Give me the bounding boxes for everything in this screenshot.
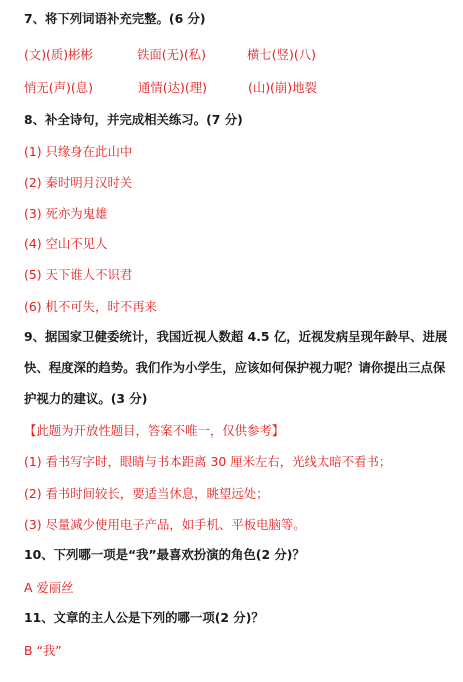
q8-answer-4: (4) 空山不见人 (24, 236, 108, 251)
q11-answer: B “我” (24, 643, 62, 658)
q8-answer-2: (2) 秦时明月汉时关 (24, 175, 133, 190)
q9-answer-2: (2) 看书时间较长，要适当休息，眺望远处； (24, 486, 269, 501)
q7-r1-c2: 铁面(无)(私) (137, 47, 206, 62)
q7-r2-c2: 通情(达)(理) (138, 80, 207, 95)
q9-line-3: 护视力的建议。(3 分) (24, 391, 148, 406)
q8-title: 8、补全诗句，并完成相关练习。(7 分) (24, 112, 243, 127)
q9-line-2: 快、程度深的趋势。我们作为小学生，应该如何保护视力呢？请你提出三点保 (24, 360, 446, 375)
q10-answer: A 爱丽丝 (24, 580, 74, 595)
q7-r2-c1: 悄无(声)(息) (24, 80, 93, 95)
q8-answer-3: (3) 死亦为鬼雄 (24, 206, 108, 221)
q7-title: 7、将下列词语补充完整。(6 分) (24, 11, 206, 26)
q9-line-1: 9、据国家卫健委统计，我国近视人数超 4.5 亿，近视发病呈现年龄早、进展 (24, 329, 448, 344)
q8-answer-5: (5) 天下谁人不识君 (24, 267, 133, 282)
q9-answer-3: (3) 尽量减少使用电子产品，如手机、平板电脑等。 (24, 517, 306, 532)
q9-note: 【此题为开放性题目，答案不唯一，仅供参考】 (24, 423, 285, 438)
q7-r2-c3: (山)(崩)地裂 (248, 80, 317, 95)
q11-title: 11、文章的主人公是下列的哪一项(2 分)？ (24, 610, 264, 625)
q8-answer-6: (6) 机不可失，时不再来 (24, 299, 158, 314)
q7-r1-c3: 横七(竖)(八) (247, 47, 316, 62)
q7-r1-c1: (文)(质)彬彬 (24, 47, 93, 62)
q9-answer-1: (1) 看书写字时，眼睛与书本距离 30 厘米左右，光线太暗不看书； (24, 454, 392, 469)
q8-answer-1: (1) 只缘身在此山中 (24, 144, 133, 159)
q10-title: 10、下列哪一项是“我”最喜欢扮演的角色(2 分)？ (24, 547, 305, 562)
